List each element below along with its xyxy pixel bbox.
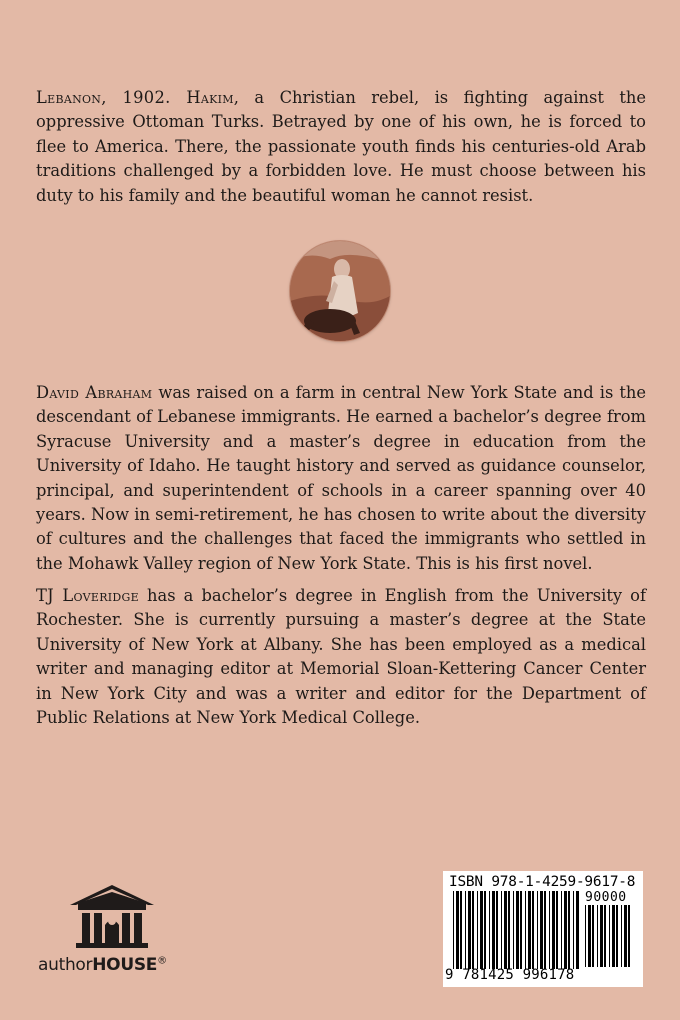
barcode-bar	[573, 891, 574, 969]
author-photo-vignette	[290, 241, 390, 341]
barcode-bar	[592, 905, 594, 967]
barcode-bar	[552, 891, 555, 969]
coauthor-bio-text: has a bachelor’s degree in English from the University of Rochester. She is currently pursuing a master’s degree at the State University of New York at Albany. She has been employed as a medical writer and managing editor at Memorial Sloan-Kettering Cancer Center in New York City and was a writer and editor for the Department of Public Relations at New York Medical College.	[36, 586, 646, 728]
barcode-bar	[520, 891, 522, 969]
barcode-bar	[568, 891, 570, 969]
barcode-bar	[616, 905, 618, 967]
barcode-bar	[621, 905, 622, 967]
ean-barcode-bars	[453, 891, 581, 969]
barcode-bar	[456, 891, 459, 969]
barcode-bar	[585, 905, 586, 967]
barcode-bar	[532, 891, 534, 969]
barcode-bar	[468, 891, 471, 969]
addon-barcode-bars	[585, 905, 635, 967]
ean-digits-text: 9 781425 996178	[445, 967, 575, 983]
barcode-bar	[525, 891, 526, 969]
barcode-bar	[460, 891, 462, 969]
barcode-bar	[612, 905, 615, 967]
sepia-photo-icon	[290, 241, 390, 341]
house-building-icon	[68, 883, 156, 949]
barcode-bar	[472, 891, 474, 969]
barcode-bar	[544, 891, 546, 969]
barcode-bar	[465, 891, 466, 969]
barcode-bar	[513, 891, 514, 969]
publisher-name: authorHOUSE®	[38, 955, 167, 975]
barcode-bar	[484, 891, 486, 969]
synopsis-text: , a Christian rebel, is fighting against the oppressive Ottoman Turks. Betrayed by one of his own, he is forced to flee to America. There, the passionate youth finds his centuries-old Arab traditions challenged by a forbidden love. He must choose between his duty to his family and the beautiful woman he cannot resist.	[36, 88, 646, 205]
barcode-bar	[549, 891, 550, 969]
author-bio-paragraph	[36, 381, 646, 576]
barcode-bar	[477, 891, 478, 969]
barcode-bar	[496, 891, 498, 969]
barcode-bar	[504, 891, 507, 969]
coauthor-bio-paragraph	[36, 584, 646, 730]
synopsis-lead: Lebanon, 1902. Hakim	[36, 88, 234, 107]
author-bio-text: was raised on a farm in central New York State and is the descendant of Lebanese immigrants. He earned a bachelor’s degree from Syracuse University and a master’s degree in education from the University of Idaho. He taught history and served as guidance counselor, principal, and superintendent of schools in a career spanning over 40 years. Now in semi-retirement, he has chosen to write about the diversity of cultures and the challenges that faced the immigrants who settled in the Mohawk Valley region of New York State. This is his first novel.	[36, 383, 646, 573]
synopsis-paragraph	[36, 86, 646, 208]
barcode-bar	[564, 891, 567, 969]
barcode-bar	[453, 891, 454, 969]
barcode-bar	[604, 905, 606, 967]
coauthor-name: TJ Loveridge	[36, 586, 139, 605]
barcode-bar	[588, 905, 591, 967]
barcode-bar	[576, 891, 579, 969]
barcode-bar	[597, 905, 598, 967]
barcode-bar	[540, 891, 543, 969]
barcode-bar	[628, 905, 630, 967]
barcode-bar	[480, 891, 483, 969]
barcode-bar	[508, 891, 510, 969]
barcode-bar	[561, 891, 562, 969]
barcode-bar	[501, 891, 502, 969]
isbn-barcode	[443, 871, 643, 987]
barcode-bar	[600, 905, 603, 967]
barcode-bar	[537, 891, 538, 969]
barcode-bar	[492, 891, 495, 969]
barcode-bar	[516, 891, 519, 969]
barcode-bar	[489, 891, 490, 969]
barcode-bar	[624, 905, 627, 967]
isbn-text: ISBN 978-1-4259-9617-8	[449, 874, 636, 890]
barcode-bar	[528, 891, 531, 969]
barcode-bar	[556, 891, 558, 969]
price-code-text: 90000	[585, 890, 627, 905]
barcode-bar	[609, 905, 610, 967]
author-name: David Abraham	[36, 383, 153, 402]
